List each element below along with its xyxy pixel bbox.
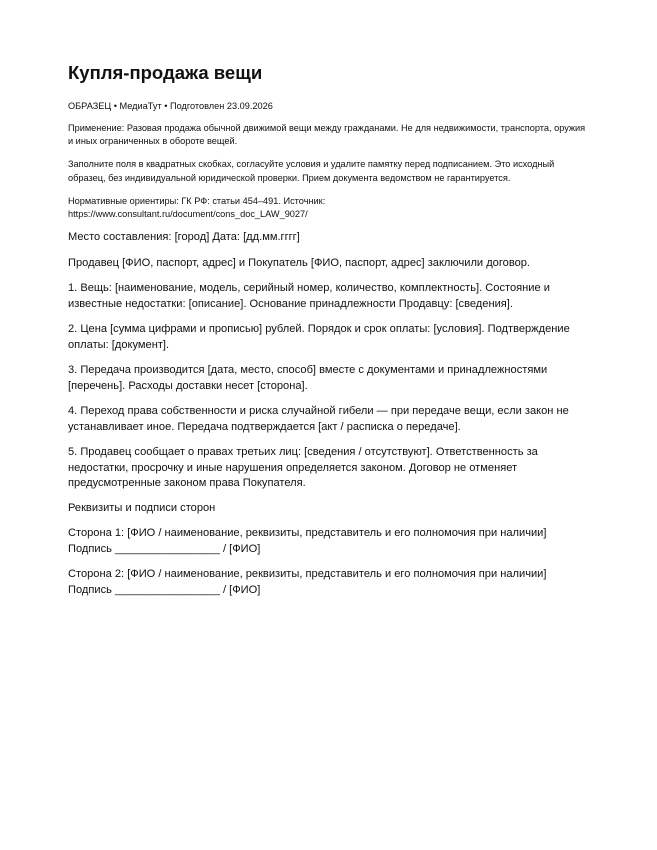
- place-date: Место составления: [город] Дата: [дд.мм.гггг]: [68, 231, 300, 244]
- instruction-note: Заполните поля в квадратных скобках, согласуйте условия и удалите памятку перед подписанием. Это исходный образец, без индивидуальной юридической проверки. Прием документа ведомством не гарантируется.: [68, 159, 555, 183]
- legal-reference: [68, 195, 588, 221]
- side-1-block: [68, 526, 588, 557]
- document-title: Купля-продажа вещи: [68, 62, 263, 83]
- clause-5: 5. Продавец сообщает о правах третьих лиц: [сведения / отсутствуют]. Ответственность за недостатки, просрочку и иные нарушения определяется законом. Договор не отменяет предусмотренные законом права Покупателя.: [68, 446, 538, 490]
- side-2-details: Сторона 2: [ФИО / наименование, реквизиты, представитель и его полномочия при наличии]: [68, 568, 547, 581]
- clause-1: 1. Вещь: [наименование, модель, серийный номер, количество, комплектность]. Состояние и известные недостатки: [описание]. Основание принадлежности Продавцу: [сведения].: [68, 282, 550, 310]
- side-2-block: [68, 567, 588, 598]
- document-page: [68, 62, 588, 598]
- clause-4: 4. Переход права собственности и риска случайной гибели — при передаче вещи, если закон не устанавливает иное. Передача подтверждается [акт / расписка о передаче].: [68, 405, 569, 433]
- signatures-title: Реквизиты и подписи сторон: [68, 501, 216, 514]
- legal-reference-url: https://www.consultant.ru/document/cons_doc_LAW_9027/: [68, 209, 308, 220]
- parties-paragraph: Продавец [ФИО, паспорт, адрес] и Покупатель [ФИО, паспорт, адрес] заключили договор.: [68, 256, 531, 269]
- document-meta: ОБРАЗЕЦ • МедиаТут • Подготовлен 23.09.2026: [68, 101, 273, 111]
- side-1-signature: Подпись _________________ / [ФИО]: [68, 542, 261, 555]
- side-2-signature: Подпись _________________ / [ФИО]: [68, 583, 261, 596]
- side-1-details: Сторона 1: [ФИО / наименование, реквизиты, представитель и его полномочия при наличии]: [68, 527, 547, 540]
- legal-reference-text: Нормативные ориентиры: ГК РФ: статьи 454–491. Источник:: [68, 195, 326, 206]
- application-note: Применение: Разовая продажа обычной движимой вещи между гражданами. Не для недвижимости, транспорта, оружия и иных ограниченных в обороте вещей.: [68, 123, 586, 147]
- clause-3: 3. Передача производится [дата, место, способ] вместе с документами и принадлежностями [перечень]. Расходы доставки несет [сторона].: [68, 364, 548, 392]
- clause-2: 2. Цена [сумма цифрами и прописью] рублей. Порядок и срок оплаты: [условия]. Подтверждение оплаты: [документ].: [68, 323, 570, 351]
